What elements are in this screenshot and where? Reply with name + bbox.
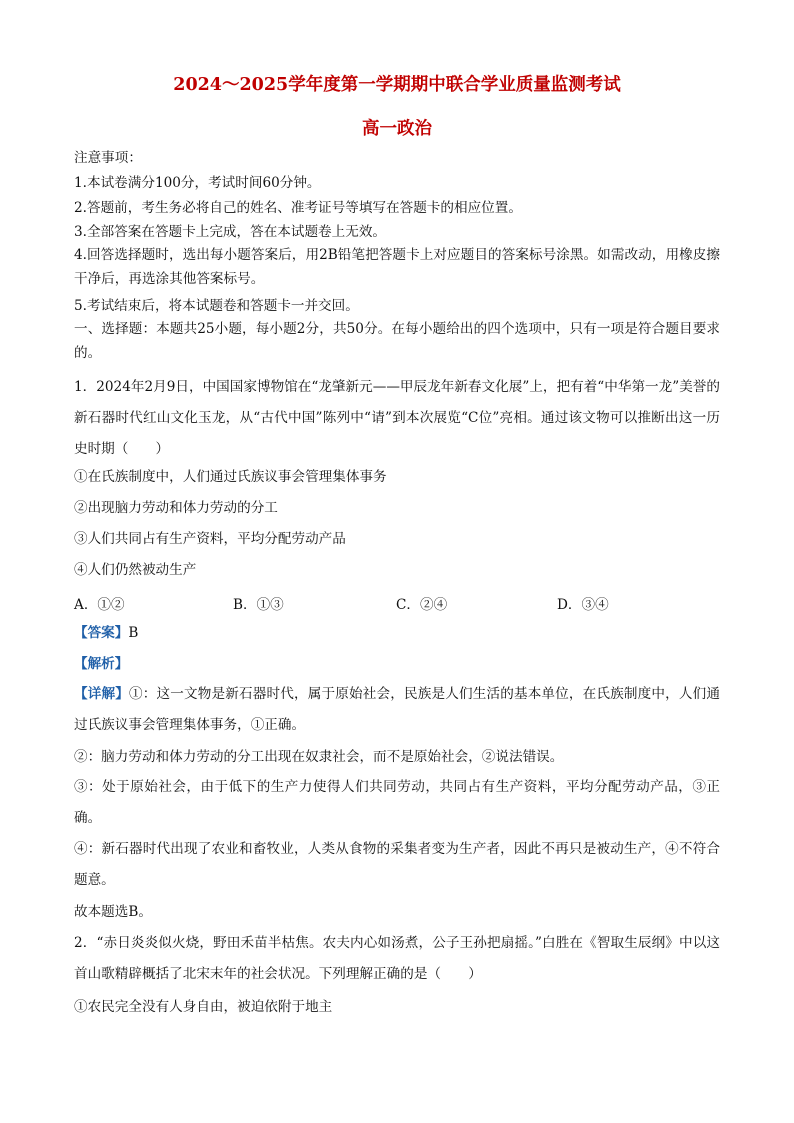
question-1-option-b: B．①③ [233,597,284,613]
answer-value: B [128,625,139,641]
question-2-statement: ①农民完全没有人身自由，被迫依附于地主 [74,999,333,1015]
analysis-tag: 【解析】 [74,656,129,672]
exam-subject: 高一政治 [362,119,432,139]
answer-tag: 【答案】 [74,625,129,641]
analysis-line [74,655,128,673]
exam-title: 2024～2025学年度第一学期期中联合学业质量监测考试 [173,75,621,95]
notice-item: 1.本试卷满分100分，考试时间60分钟。 [74,175,321,191]
question-1-stem: 1．2024年2月9日，中国国家博物馆在“龙肇新元——甲辰龙年新春文化展”上，把有着“中华第一龙”美誉的新石器时代红山文化玉龙，从“古代中国”陈列中“请”到本次展览“C位”亮相。通过该文物可以推断出这一历史时期（ ） [74,379,720,457]
notice-item: 4.回答选择题时，选出每小题答案后，用2B铅笔把答题卡上对应题目的答案标号涂黑。如需改动，用橡皮擦干净后，再选涂其他答案标号。 [74,247,720,287]
section-heading: 一、选择题：本题共25小题，每小题2分，共50分。在每小题给出的四个选项中，只有一项是符合题目要求的。 [74,321,720,361]
question-1-statement: ③人们共同占有生产资料，平均分配劳动产品 [74,531,346,547]
question-2-stem: 2．“赤日炎炎似火烧，野田禾苗半枯焦。农夫内心如汤煮，公子王孙把扇摇。”白胜在《智取生辰纲》中以这首山歌精辟概括了北宋末年的社会状况。下列理解正确的是（ ） [74,935,720,982]
question-1-statement: ④人们仍然被动生产 [74,562,197,578]
question-1-statement: ②出现脑力劳动和体力劳动的分工 [74,500,278,516]
question-1-statement: ①在氏族制度中，人们通过氏族议事会管理集体事务 [74,469,387,485]
question-1-option-c: C．②④ [396,597,448,613]
detail-paragraph-2: ②：脑力劳动和体力劳动的分工出现在奴隶社会，而不是原始社会，②说法错误。 [74,749,564,765]
conclusion: 故本题选B。 [74,904,152,920]
notice-heading: 注意事项： [74,150,142,166]
detail-tag: 【详解】 [74,686,129,702]
question-1-option-a: A．①② [74,597,125,613]
detail-paragraph-1 [74,679,720,741]
detail-paragraph-3: ③：处于原始社会，由于低下的生产力使得人们共同劳动，共同占有生产资料，平均分配劳动产品，③正确。 [74,779,720,826]
notice-item: 2.答题前，考生务必将自己的姓名、准考证号等填写在答题卡的相应位置。 [74,200,522,216]
answer-line [74,624,138,642]
detail-paragraph-4: ④：新石器时代出现了农业和畜牧业，人类从食物的采集者变为生产者，因此不再只是被动生产，④不符合题意。 [74,841,720,888]
question-1-option-d: D．③④ [557,597,609,613]
notice-item: 3.全部答案在答题卡上完成，答在本试题卷上无效。 [74,224,387,240]
detail-text-1: ①：这一文物是新石器时代，属于原始社会，民族是人们生活的基本单位，在氏族制度中，人们通过氏族议事会管理集体事务，①正确。 [74,686,721,733]
notice-item: 5.考试结束后，将本试题卷和答题卡一并交回。 [74,298,359,314]
